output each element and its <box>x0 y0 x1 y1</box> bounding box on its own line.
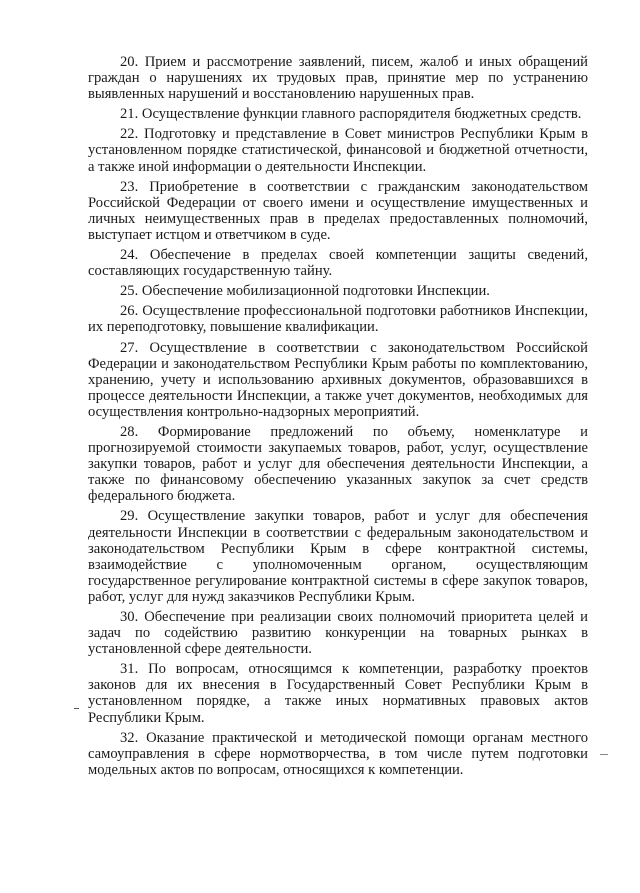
item-text: Подготовку и представление в Совет министров Республики Крым в установленном порядке статистической, финансовой и бюджетной отчетности, а также иной информации о деятельности Инспекции. <box>88 126 588 175</box>
list-item-23 <box>88 179 588 243</box>
item-number: 25. <box>120 283 139 300</box>
item-number: 27. <box>120 339 139 356</box>
item-text: Осуществление закупки товаров, работ и услуг для обеспечения деятельности Инспекции в соответствии с федеральным законодательством и законодательством Республики Крым в сфере контрактной системы, взаимодействие с уполномоченным органом, осуществляющим государственное регулирование контрактной системы в сфере закупок товаров, работ, услуг для нужд заказчиков Республики Крым. <box>88 508 588 605</box>
item-number: 24. <box>120 247 139 264</box>
item-number: 23. <box>120 178 139 195</box>
list-item-27 <box>88 340 588 420</box>
item-text: Обеспечение в пределах своей компетенции защиты сведений, составляющих государственную тайну. <box>88 247 588 280</box>
scan-mark-right <box>600 754 608 755</box>
list-item-28 <box>88 424 588 504</box>
item-text: По вопросам, относящимся к компетенции, разработку проектов законов для их внесения в Государственный Совет Республики Крым в установленном порядке, а также иных нормативных правовых актов Республики Крым. <box>88 661 588 726</box>
item-text: Формирование предложений по объему, номенклатуре и прогнозируемой стоимости закупаемых товаров, работ, услуг, осуществление закупки товаров, работ и услуг для обеспечения деятельности Инспекции, а также по финансовому обеспечению указанных закупок за счет средств федерального бюджета. <box>88 423 588 505</box>
item-text: Приобретение в соответствии с гражданским законодательством Российской Федерации от своего имени и осуществление имущественных и личных неимущественных прав в пределах предоставленных полномочий, выступает истцом и ответчиком в суде. <box>88 178 588 243</box>
item-text: Осуществление функции главного распорядителя бюджетных средств. <box>141 106 582 123</box>
item-number: 28. <box>120 423 139 440</box>
scan-mark-left <box>74 708 79 709</box>
list-item-22 <box>88 126 588 174</box>
item-number: 31. <box>120 661 139 678</box>
item-text: Обеспечение при реализации своих полномочий приоритета целей и задач по содействию развитию конкуренции на товарных рынках в установленной сфере деятельности. <box>88 609 588 658</box>
list-item-30 <box>88 609 588 657</box>
list-item-29 <box>88 508 588 605</box>
list-item-31 <box>88 661 588 725</box>
list-item-24 <box>88 247 588 279</box>
item-number: 30. <box>120 609 139 625</box>
item-number: 22. <box>120 126 139 143</box>
item-text: Обеспечение мобилизационной подготовки Инспекции. <box>141 283 490 300</box>
list-item-21 <box>88 106 588 122</box>
item-text: Осуществление профессиональной подготовки работников Инспекции, их переподготовку, повышение квалификации. <box>88 303 589 336</box>
item-number: 29. <box>120 508 139 525</box>
item-number: 20. <box>120 54 139 70</box>
item-text: Прием и рассмотрение заявлений, писем, жалоб и иных обращений граждан о нарушениях их трудовых прав, принятие мер по устранению выявленных нарушений и восстановлению нарушенных прав. <box>88 54 588 103</box>
list-item-26 <box>88 303 588 335</box>
item-number: 32. <box>120 729 139 746</box>
list-item-20 <box>88 54 588 102</box>
item-text: Оказание практической и методической помощи органам местного самоуправления в сфере нормотворчества, в том числе путем подготовки модельных актов по вопросам, относящихся к компетенции. <box>88 729 588 778</box>
document-body <box>88 54 588 782</box>
item-number: 21. <box>120 106 139 123</box>
list-item-25 <box>88 283 588 299</box>
item-text: Осуществление в соответствии с законодательством Российской Федерации и законодательством Республики Крым работы по комплектованию, хранению, учету и использованию архивных документов, образовавшихся в процессе деятельности Инспекции, а также учет документов, необходимых для осуществления контрольно-надзорных мероприятий. <box>88 339 588 420</box>
list-item-32 <box>88 730 588 778</box>
item-number: 26. <box>120 303 139 320</box>
